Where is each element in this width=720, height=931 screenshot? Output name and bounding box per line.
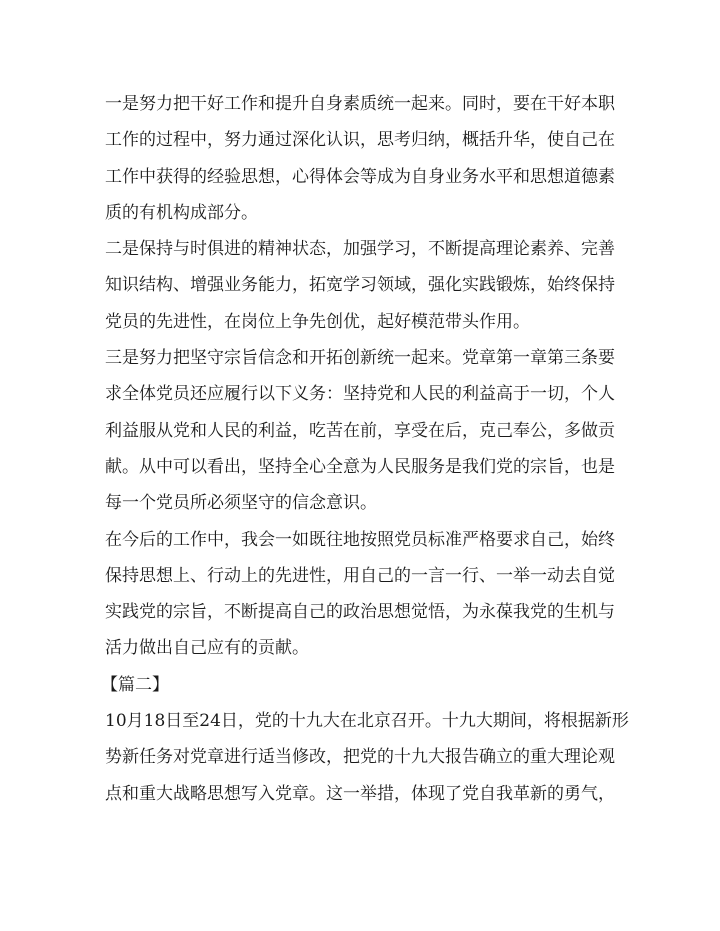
text-line: 在今后的工作中，我会一如既往地按照党员标准严格要求自己，始终: [105, 529, 615, 550]
text-line: 求全体党员还应履行以下义务：坚持党和人民的利益高于一切，个人: [105, 384, 615, 405]
section-heading: 【篇二】: [101, 674, 169, 695]
text-line: 利益服从党和人民的利益，吃苦在前，享受在后，克己奉公，多做贡: [105, 420, 615, 441]
text-line: 势新任务对党章进行适当修改，把党的十九大报告确立的重大理论观: [105, 747, 615, 768]
text-line: 10月18日至24日，党的十九大在北京召开。十九大期间，将根据新形: [105, 711, 629, 732]
text-line: 知识结构、增强业务能力，拓宽学习领域，强化实践锻炼，始终保持: [105, 275, 615, 296]
text-line: 二是保持与时俱进的精神状态，加强学习，不断提高理论素养、完善: [105, 239, 615, 260]
text-line: 三是努力把坚守宗旨信念和开拓创新统一起来。党章第一章第三条要: [105, 348, 615, 369]
text-line: 一是努力把干好工作和提升自身素质统一起来。同时，要在干好本职: [105, 94, 615, 114]
document-body: [101, 86, 629, 812]
text-line: 党员的先进性，在岗位上争先创优，起好模范带头作用。: [105, 311, 530, 332]
text-line: 活力做出自己应有的贡献。: [105, 638, 309, 659]
text-line: 每一个党员所必须坚守的信念意识。: [105, 493, 377, 514]
text-line: 质的有机构成部分。: [105, 202, 258, 223]
text-line: 实践党的宗旨，不断提高自己的政治思想觉悟，为永葆我党的生机与: [105, 602, 615, 623]
text-line: 点和重大战略思想写入党章。这一举措，体现了党自我革新的勇气，: [105, 783, 615, 804]
text-line: 保持思想上、行动上的先进性，用自己的一言一行、一举一动去自觉: [105, 565, 615, 586]
text-line: 工作的过程中，努力通过深化认识，思考归纳，概括升华，使自己在: [105, 130, 615, 151]
text-line: 工作中获得的经验思想，心得体会等成为自身业务水平和思想道德素: [105, 166, 615, 187]
text-line: 献。从中可以看出，坚持全心全意为人民服务是我们党的宗旨，也是: [105, 456, 615, 477]
